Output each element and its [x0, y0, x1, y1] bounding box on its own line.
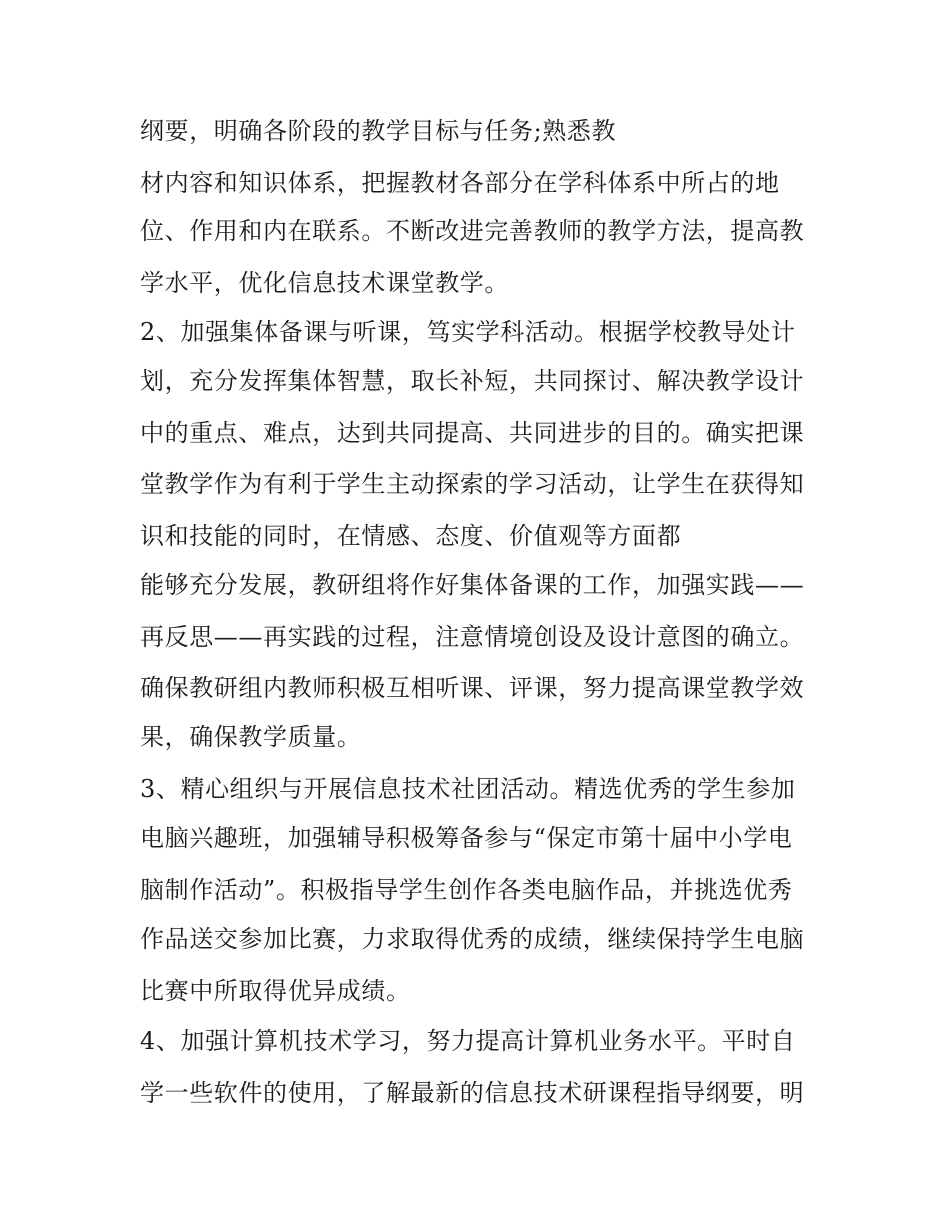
text-line: 再反思——再实践的过程，注意情境创设及设计意图的确立。	[140, 623, 805, 651]
text-line: 纲要，明确各阶段的教学目标与任务;熟悉教	[140, 117, 617, 145]
text-line: 3、精心组织与开展信息技术社团活动。精选优秀的学生参加	[140, 775, 796, 803]
text-line: 划，充分发挥集体智慧，取长补短，共同探讨、解决教学设计	[140, 367, 805, 395]
text-line: 堂教学作为有利于学生主动探索的学习活动，让学生在获得知	[140, 470, 805, 498]
text-line: 识和技能的同时，在情感、态度、价值观等方面都	[140, 522, 682, 550]
text-line: 4、加强计算机技术学习，努力提高计算机业务水平。平时自	[140, 1027, 796, 1055]
text-line: 脑制作活动”。积极指导学生创作各类电脑作品，并挑选优秀	[140, 876, 793, 904]
text-line: 确保教研组内教师积极互相听课、评课，努力提高课堂教学效	[140, 674, 805, 702]
text-line: 材内容和知识体系，把握教材各部分在学科体系中所占的地	[140, 169, 780, 197]
text-line: 学水平，优化信息技术课堂教学。	[140, 269, 509, 297]
text-line: 作品送交参加比赛，力求取得优秀的成绩，继续保持学生电脑	[140, 925, 805, 953]
text-line: 学一些软件的使用，了解最新的信息技术研课程指导纲要，明	[140, 1079, 805, 1107]
text-line: 位、作用和内在联系。不断改进完善教师的教学方法，提高教	[140, 217, 805, 245]
text-line: 比赛中所取得优异成绩。	[140, 977, 411, 1005]
text-line: 中的重点、难点，达到共同提高、共同进步的目的。确实把课	[140, 419, 805, 447]
text-line: 电脑兴趣班，加强辅导积极筹备参与“保定市第十届中小学电	[140, 824, 793, 852]
text-line: 能够充分发展，教研组将作好集体备课的工作，加强实践——	[140, 571, 805, 599]
text-line: 果，确保教学质量。	[140, 723, 362, 751]
text-line: 2、加强集体备课与听课，笃实学科活动。根据学校教导处计	[140, 318, 796, 346]
